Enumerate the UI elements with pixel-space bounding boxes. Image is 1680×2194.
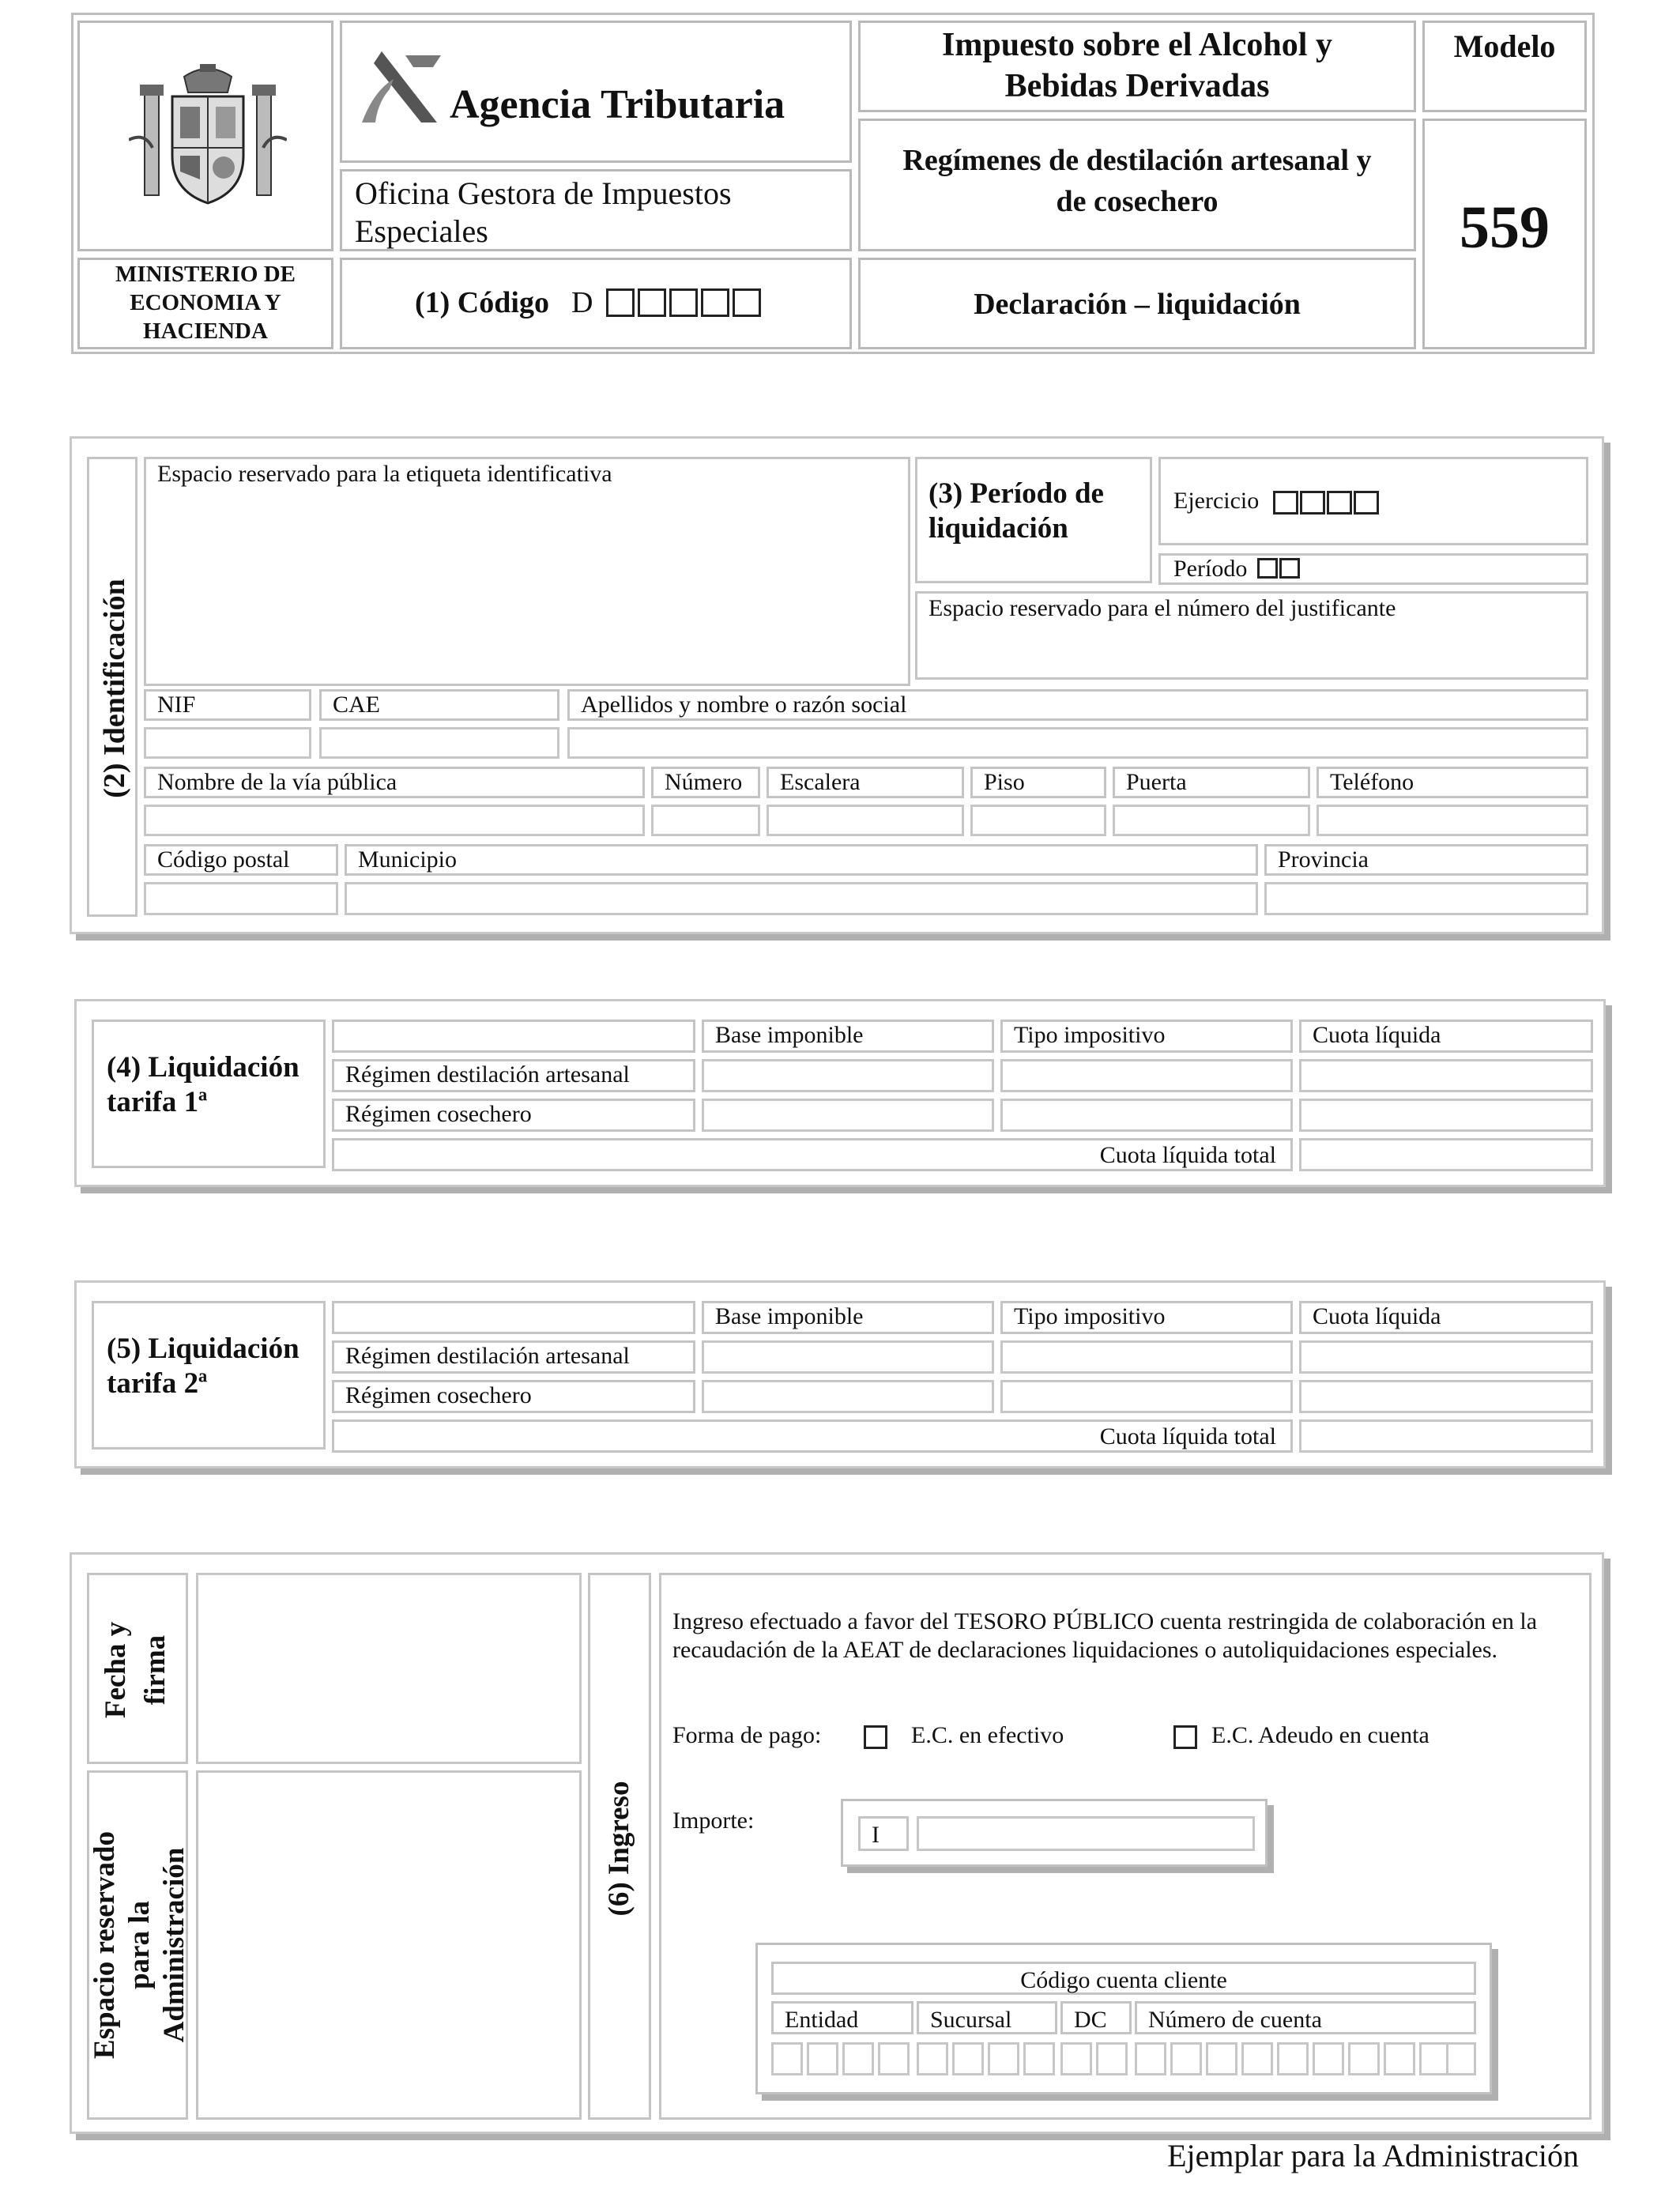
identification-side-cell <box>87 457 137 917</box>
ejercicio-digit-box[interactable] <box>1300 491 1325 515</box>
tariff2-base-header <box>702 1301 994 1334</box>
tariff2-base-label: Base imponible <box>715 1303 864 1329</box>
ejercicio-cell <box>1158 457 1588 545</box>
floor-label: Piso <box>984 769 1025 795</box>
code-digit-box[interactable] <box>669 288 698 317</box>
nif-field[interactable] <box>144 727 311 759</box>
periodo-label: Período <box>1173 556 1248 582</box>
account-digit-box[interactable] <box>1446 2042 1476 2075</box>
ingreso-desc-line-1: Ingreso efectuado a favor del TESORO PÚBLICO cuenta restringida de colaboración en la <box>672 1608 1538 1634</box>
tariff1-total-label: Cuota líquida total <box>1099 1142 1276 1168</box>
account-digit-box[interactable] <box>988 2042 1019 2075</box>
admin-space-field <box>196 1770 582 2120</box>
province-label-cell <box>1264 844 1588 876</box>
agency-logo-icon <box>358 43 445 130</box>
period-title-line-2: liquidación <box>929 512 1068 545</box>
tariff1-total-label-cell <box>332 1138 1293 1171</box>
periodo-cell <box>1158 553 1588 585</box>
nif-label-cell <box>144 689 311 721</box>
tariff2-title-cell <box>92 1301 326 1449</box>
period-title-line-1: (3) Período de <box>929 477 1104 510</box>
tariff1-row1-rate-field[interactable] <box>1000 1059 1293 1092</box>
tariff2-total-label: Cuota líquida total <box>1099 1423 1276 1449</box>
office-cell <box>340 169 852 251</box>
cae-label-cell <box>319 689 559 721</box>
tariff2-row1-rate-field[interactable] <box>1000 1340 1293 1374</box>
justificante-text: Espacio reservado para el número del justificante <box>929 595 1396 621</box>
account-digit-box[interactable] <box>771 2042 803 2075</box>
regimes-line-1: Regímenes de destilación artesanal y <box>902 144 1372 177</box>
amount-prefix-cell <box>858 1816 909 1851</box>
tariff1-row1-text: Régimen destilación artesanal <box>345 1061 630 1088</box>
ejercicio-label: Ejercicio <box>1173 488 1260 514</box>
tariff1-quota-label: Cuota líquida <box>1313 1022 1441 1048</box>
debit-option-label: E.C. Adeudo en cuenta <box>1211 1722 1430 1748</box>
entity-label-cell <box>771 2001 913 2034</box>
tariff1-title-line-1: (4) Liquidación <box>107 1051 299 1084</box>
tariff1-row2-text: Régimen cosechero <box>345 1101 532 1127</box>
door-label: Puerta <box>1126 769 1187 795</box>
floor-label-cell <box>970 767 1106 798</box>
account-digit-box[interactable] <box>1206 2042 1237 2075</box>
tax-title-cell <box>858 21 1416 112</box>
admin-space-line-2: para la <box>123 1900 156 1990</box>
date-sign-line-1: Fecha y <box>100 1621 132 1719</box>
ministry-line-2: ECONOMIA Y <box>130 290 281 315</box>
periodo-digit-box[interactable] <box>1279 558 1300 579</box>
agency-cell <box>340 21 852 163</box>
ministry-cell <box>77 258 333 349</box>
province-field[interactable] <box>1264 882 1588 915</box>
number-field[interactable] <box>651 805 760 836</box>
footer-copy-label: Ejemplar para la Administración <box>1167 2138 1579 2173</box>
account-title: Código cuenta cliente <box>1020 1967 1227 1993</box>
tariff1-row1-label <box>332 1059 695 1092</box>
tariff2-total-field[interactable] <box>1299 1419 1593 1453</box>
stair-field[interactable] <box>767 805 964 836</box>
tariff1-row1-base-field[interactable] <box>702 1059 994 1092</box>
amount-label: Importe: <box>672 1808 755 1834</box>
code-digit-box[interactable] <box>733 288 761 317</box>
ejercicio-digit-box[interactable] <box>1354 491 1379 515</box>
name-label-cell <box>567 689 1588 721</box>
street-field[interactable] <box>144 805 645 836</box>
code-digit-box[interactable] <box>606 288 635 317</box>
tariff2-rate-header <box>1000 1301 1293 1334</box>
tariff1-base-label: Base imponible <box>715 1022 864 1048</box>
city-label: Municipio <box>358 846 457 873</box>
tariff2-row2-base-field[interactable] <box>702 1380 994 1413</box>
city-field[interactable] <box>345 882 1258 915</box>
tariff1-quota-header <box>1299 1020 1593 1053</box>
account-digit-box[interactable] <box>917 2042 948 2075</box>
office-line-1: Oficina Gestora de Impuestos <box>355 175 732 211</box>
code-digit-box[interactable] <box>638 288 666 317</box>
code-cell <box>340 258 852 349</box>
account-digit-box[interactable] <box>1384 2042 1415 2075</box>
label-space-cell[interactable] <box>144 457 910 686</box>
stair-label-cell <box>767 767 964 798</box>
tariff2-row1-label <box>332 1340 695 1374</box>
amount-field[interactable] <box>917 1816 1255 1851</box>
dc-label-cell <box>1060 2001 1132 2034</box>
tariff2-row1-text: Régimen destilación artesanal <box>345 1343 630 1369</box>
entity-label: Entidad <box>785 2007 859 2033</box>
account-digit-box[interactable] <box>1170 2042 1202 2075</box>
admin-space-title-cell <box>87 1770 188 2120</box>
tariff2-rate-label: Tipo impositivo <box>1014 1303 1166 1329</box>
account-number-label: Número de cuenta <box>1148 2007 1322 2033</box>
account-digit-box[interactable] <box>1135 2042 1166 2075</box>
tariff1-title-cell <box>92 1020 326 1168</box>
agency-name: Agencia Tributaria <box>450 82 785 127</box>
coat-of-arms-emblem <box>129 61 287 211</box>
admin-space-line-3: Administración <box>158 1847 190 2043</box>
tariff1-rate-header <box>1000 1020 1293 1053</box>
office-line-2: Especiales <box>355 213 488 249</box>
code-digit-box[interactable] <box>701 288 729 317</box>
account-digit-box[interactable] <box>1241 2042 1273 2075</box>
tariff1-row2-quota-field[interactable] <box>1299 1099 1593 1132</box>
label-space-text: Espacio reservado para la etiqueta identificativa <box>157 461 612 487</box>
tariff1-header-blank <box>332 1020 695 1053</box>
model-number-cell <box>1422 119 1587 349</box>
tax-title-line-2: Bebidas Derivadas <box>1004 68 1270 104</box>
code-prefix: D <box>571 286 593 319</box>
phone-label: Teléfono <box>1330 769 1414 795</box>
tariff2-row2-label <box>332 1380 695 1413</box>
tariff2-title-line-1: (5) Liquidación <box>107 1333 299 1365</box>
postal-label-cell <box>144 844 338 876</box>
account-title-cell <box>771 1962 1476 1995</box>
model-label-cell <box>1422 21 1587 112</box>
street-label-cell <box>144 767 645 798</box>
tariff1-rate-label: Tipo impositivo <box>1014 1022 1166 1048</box>
tariff2-title-line-2: tarifa 2ª <box>107 1367 208 1400</box>
regimes-line-2: de cosechero <box>1056 185 1219 218</box>
tariff2-row2-quota-field[interactable] <box>1299 1380 1593 1413</box>
nif-label: NIF <box>157 692 196 718</box>
declaration-cell <box>858 258 1416 349</box>
tariff2-quota-header <box>1299 1301 1593 1334</box>
model-number: 559 <box>1460 194 1550 261</box>
ministry-line-1: MINISTERIO DE <box>115 262 296 287</box>
number-label: Número <box>665 769 743 795</box>
stair-label: Escalera <box>780 769 861 795</box>
phone-label-cell <box>1317 767 1588 798</box>
ejercicio-digit-box[interactable] <box>1273 491 1298 515</box>
phone-field[interactable] <box>1317 805 1588 836</box>
identification-title: (2) Identificación <box>98 579 131 798</box>
admin-space-line-1: Espacio reservado <box>89 1830 121 2060</box>
declaration-title: Declaración – liquidación <box>974 288 1301 321</box>
tariff2-header-blank <box>332 1301 695 1334</box>
date-sign-line-2: firma <box>139 1634 171 1706</box>
amount-prefix: I <box>872 1822 880 1848</box>
tariff1-row2-base-field[interactable] <box>702 1099 994 1132</box>
account-digit-box[interactable] <box>1023 2042 1055 2075</box>
coat-of-arms-cell <box>77 21 333 251</box>
account-digit-box[interactable] <box>1277 2042 1309 2075</box>
tariff1-total-field[interactable] <box>1299 1138 1593 1171</box>
tariff1-base-header <box>702 1020 994 1053</box>
street-label: Nombre de la vía pública <box>157 769 397 795</box>
account-digit-box[interactable] <box>878 2042 910 2075</box>
tariff2-total-label-cell <box>332 1419 1293 1453</box>
period-title-cell <box>915 457 1152 583</box>
city-label-cell <box>345 844 1258 876</box>
postal-label: Código postal <box>157 846 290 873</box>
tariff2-row1-base-field[interactable] <box>702 1340 994 1374</box>
cash-option-label: E.C. en efectivo <box>911 1722 1064 1748</box>
periodo-digit-box[interactable] <box>1257 558 1278 579</box>
tariff1-row1-quota-field[interactable] <box>1299 1059 1593 1092</box>
account-digit-box[interactable] <box>807 2042 838 2075</box>
account-digit-box[interactable] <box>842 2042 874 2075</box>
account-digit-box[interactable] <box>1060 2042 1092 2075</box>
ingreso-title-cell <box>588 1573 651 2120</box>
name-label: Apellidos y nombre o razón social <box>581 692 907 718</box>
branch-label: Sucursal <box>930 2007 1012 2033</box>
floor-field[interactable] <box>970 805 1106 836</box>
code-label: (1) Código <box>415 286 549 319</box>
door-field[interactable] <box>1113 805 1310 836</box>
model-label: Modelo <box>1453 28 1556 64</box>
ingreso-title: (6) Ingreso <box>603 1781 635 1917</box>
cae-label: CAE <box>333 692 380 718</box>
account-digit-boxes <box>771 2042 1482 2077</box>
branch-label-cell <box>917 2001 1057 2034</box>
ministry-line-3: HACIENDA <box>143 319 268 344</box>
ejercicio-digit-box[interactable] <box>1327 491 1352 515</box>
regimes-cell <box>858 119 1416 251</box>
tariff2-row2-text: Régimen cosechero <box>345 1382 532 1408</box>
account-digit-box[interactable] <box>952 2042 984 2075</box>
postal-field[interactable] <box>144 882 338 915</box>
account-digit-box[interactable] <box>1348 2042 1380 2075</box>
date-sign-field[interactable] <box>196 1573 582 1764</box>
tax-title-line-1: Impuesto sobre el Alcohol y <box>942 27 1332 63</box>
tariff2-row1-quota-field[interactable] <box>1299 1340 1593 1374</box>
dc-label: DC <box>1074 2007 1107 2033</box>
tariff1-row2-rate-field[interactable] <box>1000 1099 1293 1132</box>
province-label: Provincia <box>1278 846 1369 873</box>
ingreso-desc-line-2: recaudación de la AEAT de declaraciones liquidaciones o autoliquidaciones especiales. <box>672 1637 1498 1663</box>
tariff2-quota-label: Cuota líquida <box>1313 1303 1441 1329</box>
cae-field[interactable] <box>319 727 559 759</box>
tariff1-title-line-2: tarifa 1ª <box>107 1086 208 1118</box>
justificante-cell <box>915 591 1588 680</box>
account-digit-box[interactable] <box>1313 2042 1344 2075</box>
name-field[interactable] <box>567 727 1588 759</box>
number-label-cell <box>651 767 760 798</box>
tariff1-row2-label <box>332 1099 695 1132</box>
account-digit-box[interactable] <box>1096 2042 1128 2075</box>
payment-form-label: Forma de pago: <box>672 1722 822 1748</box>
tariff2-row2-rate-field[interactable] <box>1000 1380 1293 1413</box>
cash-checkbox[interactable] <box>864 1725 887 1749</box>
date-sign-title-cell <box>87 1573 188 1764</box>
debit-checkbox[interactable] <box>1173 1725 1197 1749</box>
door-label-cell <box>1113 767 1310 798</box>
account-number-label-cell <box>1135 2001 1476 2034</box>
